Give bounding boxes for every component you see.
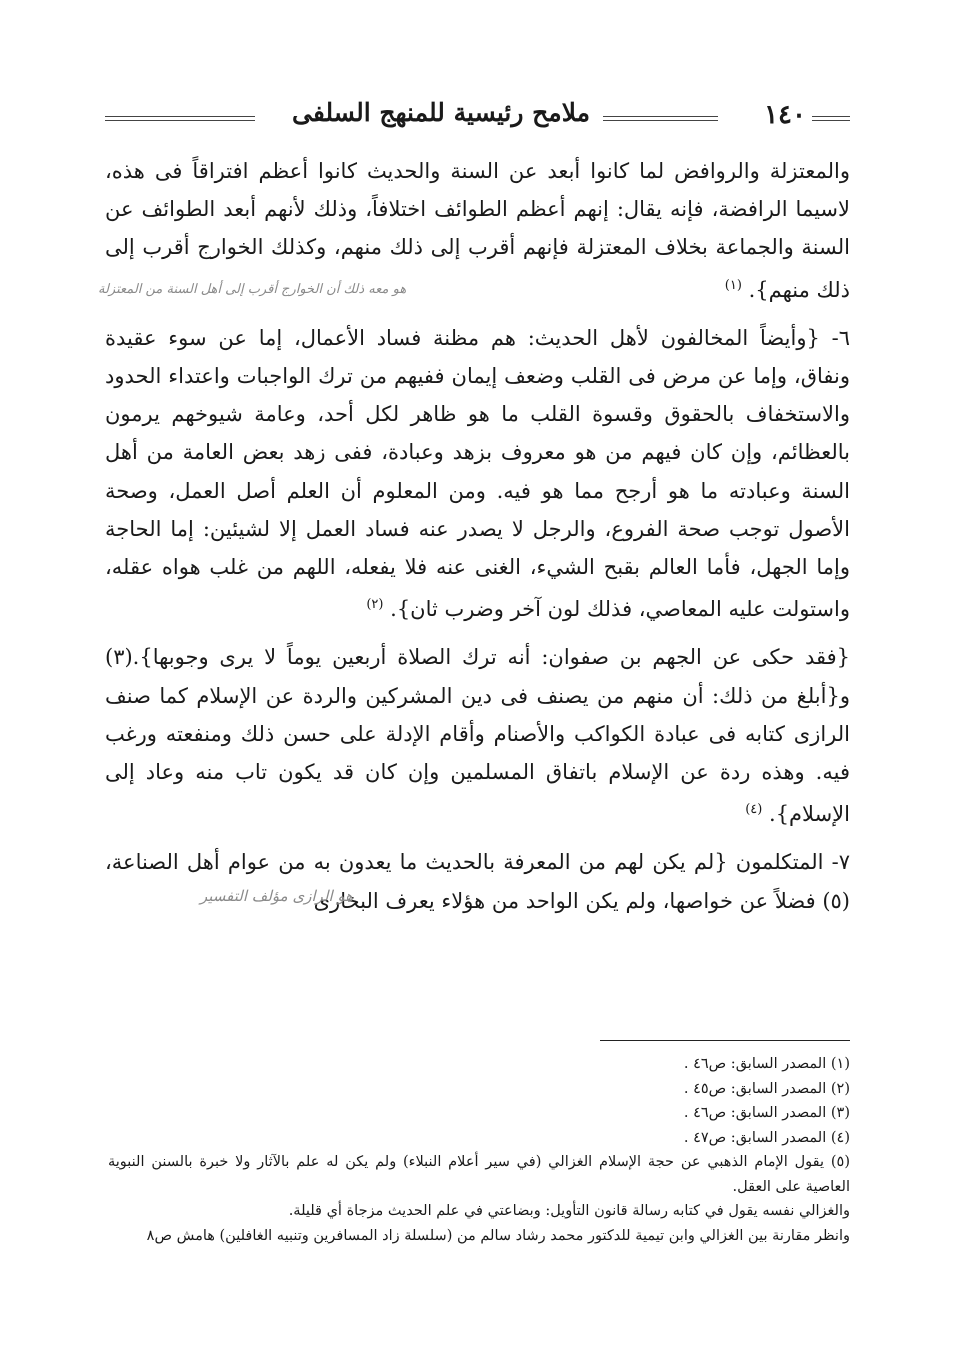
paragraph — [105, 638, 850, 833]
paragraph-text: {فقد حكى عن الجهم بن صفوان: أنه ترك الصلاة أربعين يوماً لا يرى وجوبها}.(٣) و{أبلغ من ذلك: أن منهم من يصنف فى دين المشركين والردة عن الإسلام كما صنف الرازى كتابه فى عبادة الكواكب والأصنام وأقام الإدلة على حسن ذلك ومنفعته ورغب فيه. وهذه ردة عن الإسلام باتفاق المسلمين وإن كان قد يكون تاب منه وعاد إلى الإسلام}. — [105, 645, 850, 827]
footnote-ref: (٤) — [745, 802, 763, 818]
footnote: والغزالي نفسه يقول في كتابه رسالة قانون التأويل: وبضاعتي في علم الحديث مزجاة أي قليلة. — [288, 1203, 850, 1219]
paragraph — [105, 843, 850, 919]
running-title: ملامح رئيسية للمنهج السلفى — [292, 98, 590, 127]
page-number: ١٤٠ — [764, 100, 806, 130]
footnote: (١) المصدر السابق: ص٤٦ . — [683, 1056, 850, 1072]
paragraph-text: ٦- {وأيضاً المخالفون لأهل الحديث: هم مظنة فساد الأعمال، إما عن سوء عقيدة ونفاق، وإما عن مرض فى القلب وضعف إيمان ففيهم من ترك الواجبات واعتداء الحدود والاستخفاف بالحقوق وقسوة القلب ما هو ظاهر لكل أحد، وعامة شيوخهم يرمون بالعظائم، وإن كان فيهم من هو معروف بزهد وعبادة، ففى زهد بعض العامة من أهل السنة وعبادته ما هو أرجح مما هو فيه. ومن المعلوم أن العلم أصل العمل، وصحة الأصول توجب صحة الفروع، والرجل لا يصدر عنه فساد العمل إلا لشيئين: إما الحاجة وإما الجهل، فأما العالم بقبح الشيء، الغنى عنه فلا يفعله، اللهم من غلب هواه عقله، واستولت عليه المعاصي، فذلك لون آخر وضرب ثان}. — [105, 325, 850, 622]
header-rule — [105, 116, 255, 121]
footnote: وانظر مقارنة بين الغزالي وابن تيمية للدكتور محمد رشاد سالم من (سلسلة زاد المسافرين وتنبيه الغافلين) هامش ص٨ — [146, 1227, 850, 1244]
footnote-ref: (٢) — [366, 597, 384, 613]
footnote: (٤) المصدر السابق: ص٤٧ . — [683, 1129, 850, 1146]
main-text — [105, 152, 850, 930]
paragraph — [105, 319, 850, 629]
footnote-separator — [600, 1040, 850, 1041]
paragraph-text: ٧- المتكلمون {لم يكن لهم من المعرفة بالحديث ما يعدون به من عوام أهل الصناعة،(٥) فضلاً عن خواصها، ولم يكن الواحد من هؤلاء يعرف البخارى — [105, 850, 850, 913]
header-rule — [603, 116, 718, 121]
footnote: (٣) المصدر السابق: ص٤٦ . — [683, 1105, 850, 1121]
footnote: (٥) يقول الإمام الذهبي عن حجة الإسلام الغزالي (في سير أعلام النبلاء) ولم يكن له علم بالآثار ولا خبرة بالسنن النبوية العاصية على العقل. — [108, 1154, 850, 1195]
footnote-ref: (١) — [724, 277, 742, 293]
handwritten-note: هو الرازى مؤلف التفسير — [200, 887, 354, 905]
handwritten-note: هو معه ذلك أن الخوارج أقرب إلى أهل السنة من المعتزلة — [98, 282, 407, 297]
header-rule — [812, 116, 850, 121]
page-header — [105, 96, 850, 140]
footnote: (٢) المصدر السابق: ص٤٥ . — [683, 1080, 850, 1097]
paragraph-text: والمعتزلة والروافض لما كانوا أبعد عن السنة والحديث كانوا أعظم افتراقاً فى هذه، لاسيما الرافضة، فإنه يقال: إنهم أعظم الطوائف اختلافاً، وذلك لأنهم أبعد الطوائف عن السنة والجماعة بخلاف المعتزلة فإنهم أقرب إلى ذلك منهم، وكذلك الخوارج أقرب إلى ذلك منهم}. — [105, 159, 850, 302]
footnotes — [108, 1052, 850, 1248]
